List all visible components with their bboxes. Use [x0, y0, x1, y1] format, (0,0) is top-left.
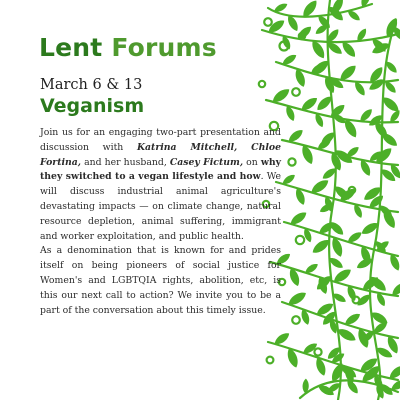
- vine-ring-icon: [292, 88, 300, 96]
- presenter-names: Katrina Mitchell, Chloe Fortina,: [40, 141, 281, 168]
- description: [40, 126, 281, 318]
- title-word-lent: Lent: [39, 33, 103, 62]
- presenter-name-casey: Casey Fictum,: [169, 156, 244, 168]
- vine-ring-icon: [267, 357, 274, 364]
- vine-ring-icon: [353, 297, 360, 304]
- vine-ring-icon: [264, 18, 272, 26]
- vine-ring-icon: [314, 348, 321, 355]
- event-dates: March 6 & 13: [40, 77, 143, 93]
- vine-ring-icon: [288, 158, 295, 165]
- vine-ring-icon: [259, 81, 265, 87]
- topic-heading: Veganism: [40, 95, 145, 117]
- call-to-action-paragraph: As a denomination that is known for and prides itself on being pioneers of social justice for Women's and LGBTQIA rights, abolition, etc, is this our next call to action? We invite you to be a part of the conversation about this timely issue.: [40, 245, 281, 316]
- page-title: [39, 33, 217, 63]
- vine-ring-icon: [296, 236, 304, 244]
- title-word-forums: Forums: [111, 33, 217, 62]
- vine-ring-icon: [292, 316, 300, 324]
- intro-paragraph: Join us for an engaging two-part presentation and discussion with Katrina Mitchell, Chloe Fortina, and her husband, Casey Fictum, on why they switched to a vegan lifestyle and how. We will discuss industrial animal agriculture's devastating impacts — on climate change, natural resource depletion, animal suffering, immigrant and worker exploitation, and public health.: [40, 127, 281, 242]
- emphasis-text: why they switched to a vegan lifestyle and how: [40, 156, 281, 183]
